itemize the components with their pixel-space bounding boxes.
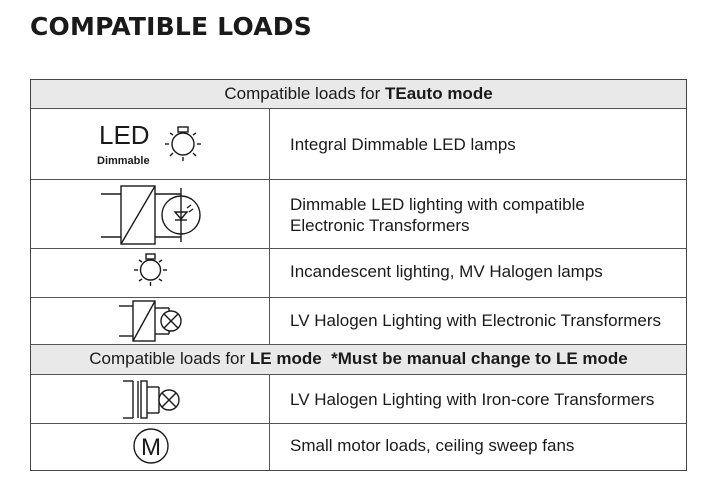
electronic-transformer-led-icon	[31, 180, 269, 249]
section-header-teauto	[31, 80, 686, 109]
load-icon-cell	[31, 249, 270, 297]
load-row-halogen-electronic-transformer	[31, 298, 686, 345]
motor-label: M	[141, 434, 161, 461]
load-icon-cell	[31, 424, 270, 470]
section-header-note: *Must be manual change to LE mode	[321, 349, 628, 368]
page-title: COMPATIBLE LOADS	[30, 12, 312, 41]
load-row-incandescent	[31, 249, 686, 298]
section-header-mode: TEauto mode	[384, 84, 493, 103]
load-description: Small motor loads, ceiling sweep fans	[290, 436, 575, 455]
load-row-led-electronic-transformer	[31, 180, 686, 249]
load-row-motor	[31, 424, 686, 470]
led-dimmable-bulb-icon	[31, 109, 269, 180]
section-header-mode: LE mode	[249, 349, 322, 368]
led-label: LED	[99, 120, 150, 150]
load-description: Incandescent lighting, MV Halogen lamps	[290, 262, 603, 281]
load-row-halogen-iron-core-transformer	[31, 375, 686, 424]
load-icon-cell	[31, 298, 270, 344]
load-description: Integral Dimmable LED lamps	[290, 135, 516, 154]
load-icon-cell	[31, 375, 270, 423]
load-icon-cell	[31, 109, 270, 179]
section-header-le	[31, 345, 686, 375]
load-description-line-2: Electronic Transformers	[290, 216, 470, 235]
load-description-line-1: Dimmable LED lighting with compatible	[290, 195, 585, 214]
compatible-loads-table	[30, 79, 687, 471]
load-description: LV Halogen Lighting with Electronic Transformers	[290, 311, 662, 330]
motor-icon	[31, 424, 269, 470]
section-header-prefix: Compatible loads for	[224, 84, 385, 103]
electronic-transformer-halogen-icon	[31, 298, 269, 345]
load-row-led	[31, 109, 686, 180]
dimmable-label: Dimmable	[97, 155, 150, 167]
load-icon-cell	[31, 180, 270, 248]
load-description: LV Halogen Lighting with Iron-core Transformers	[290, 390, 655, 409]
incandescent-bulb-icon	[31, 249, 269, 298]
section-header-prefix: Compatible loads for	[89, 349, 250, 368]
iron-core-transformer-halogen-icon	[31, 375, 269, 424]
